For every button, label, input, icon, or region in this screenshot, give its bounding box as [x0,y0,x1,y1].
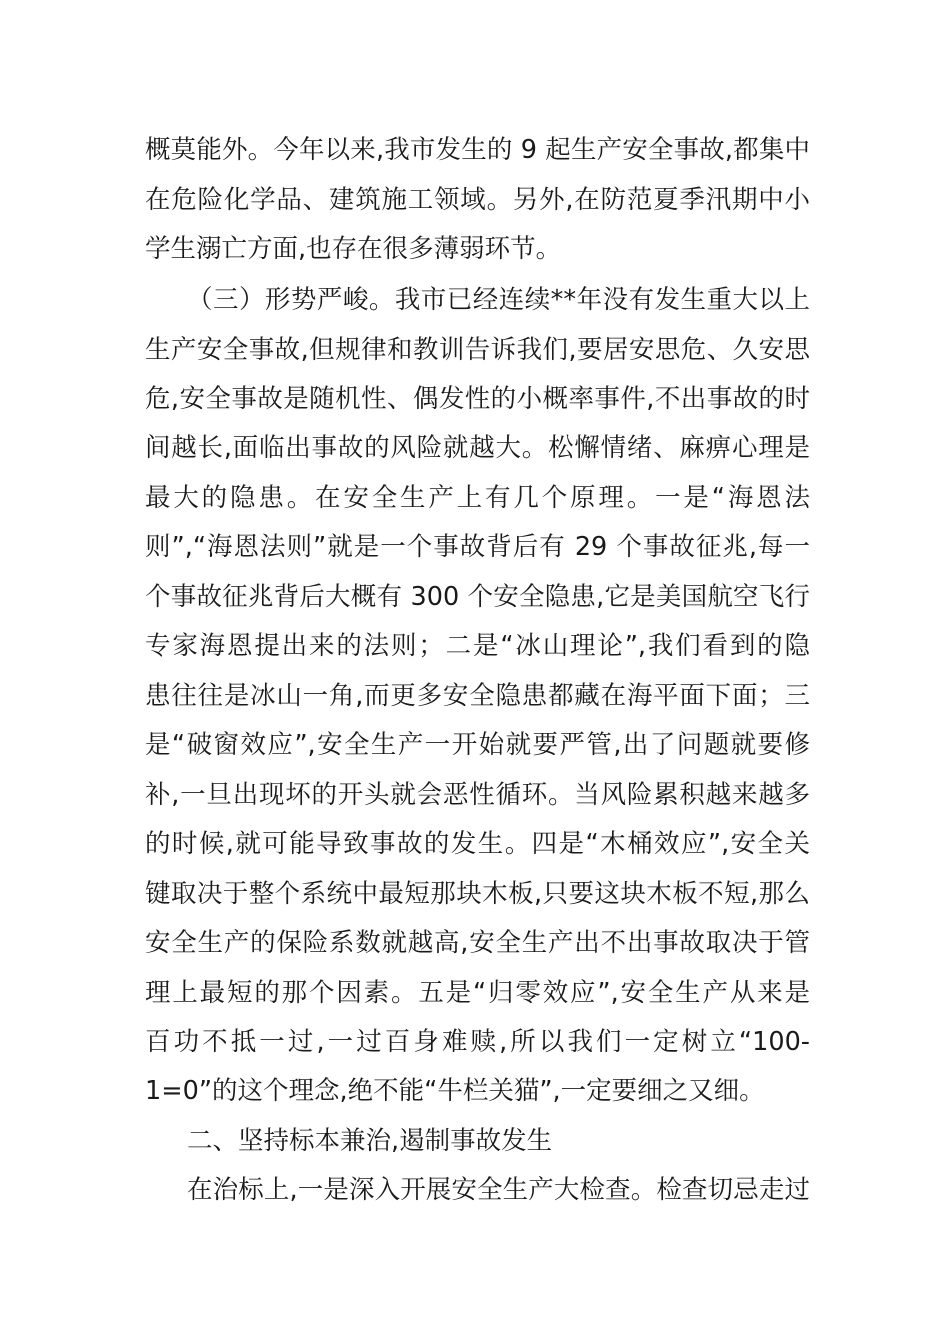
text-line: 安全生产的保险系数就越高,安全生产出不出事故取决于管 [145,928,810,958]
text-line: 生产安全事故,但规律和教训告诉我们,要居安思危、久安思 [145,335,810,365]
text-line: 在治标上,一是深入开展安全生产大检查。检查切忌走过 [187,1175,810,1205]
text-line: 在危险化学品、建筑施工领域。另外,在防范夏季汛期中小 [145,185,810,215]
text-line: 患往往是冰山一角,而更多安全隐患都藏在海平面下面；三 [145,681,810,711]
text-line: 危,安全事故是随机性、偶发性的小概率事件,不出事故的时 [145,384,810,414]
text-line: 则”,“海恩法则”就是一个事故背后有 29 个事故征兆,每一 [145,532,810,562]
text-line: 专家海恩提出来的法则；二是“冰山理论”,我们看到的隐 [145,631,810,661]
text-line: 最大的隐患。在安全生产上有几个原理。一是“海恩法 [145,483,810,513]
text-line: 键取决于整个系统中最短那块木板,只要这块木板不短,那么 [145,879,810,909]
text-line: 个事故征兆背后大概有 300 个安全隐患,它是美国航空飞行 [145,582,810,612]
text-line: 是“破窗效应”,安全生产一开始就要严管,出了问题就要修 [145,730,810,760]
text-line: 学生溺亡方面,也存在很多薄弱环节。 [145,234,562,264]
text-line: （三）形势严峻。我市已经连续**年没有发生重大以上 [187,285,810,315]
text-line: 百功不抵一过,一过百身难赎,所以我们一定树立“100- [145,1027,810,1057]
text-line: 间越长,面临出事故的风险就越大。松懈情绪、麻痹心理是 [145,433,810,463]
text-line: 理上最短的那个因素。五是“归零效应”,安全生产从来是 [145,978,810,1008]
text-line: 概莫能外。今年以来,我市发生的 9 起生产安全事故,都集中 [145,135,810,165]
text-line: 1=0”的这个理念,绝不能“牛栏关猫”,一定要细之又细。 [145,1076,765,1106]
text-line: 的时候,就可能导致事故的发生。四是“木桶效应”,安全关 [145,829,810,859]
section-heading: 二、坚持标本兼治,遏制事故发生 [187,1126,553,1156]
text-line: 补,一旦出现坏的开头就会恶性循环。当风险累积越来越多 [145,780,810,810]
